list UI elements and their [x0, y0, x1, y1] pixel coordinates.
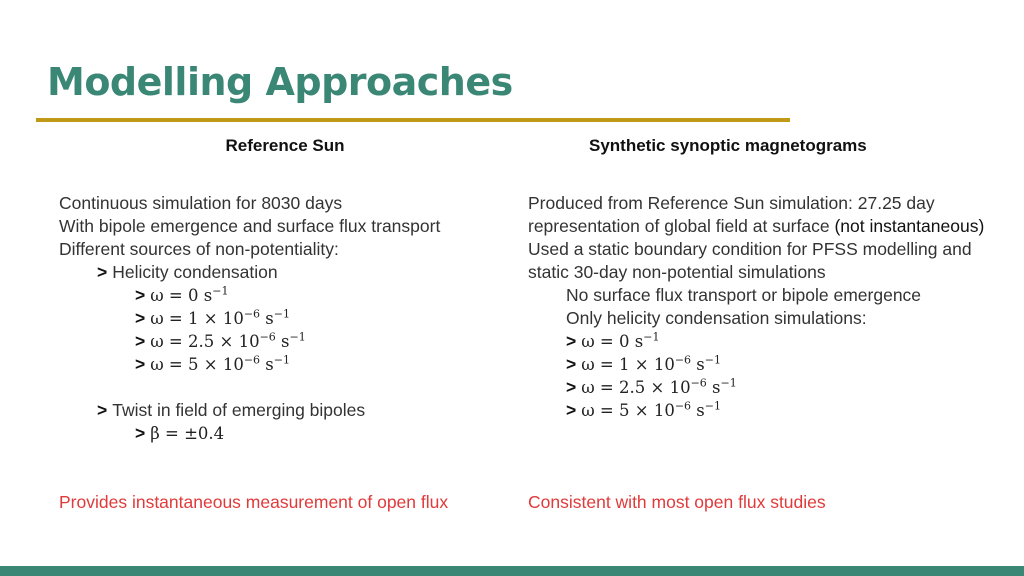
continuous-simulation-line: Continuous simulation for 8030 days [59, 193, 343, 213]
reference-sun-column [59, 136, 511, 514]
bullet-arrow: > [135, 423, 146, 443]
reference-sun-conclusion: Provides instantaneous measurement of open flux [59, 492, 449, 512]
bullet-arrow: > [566, 400, 577, 420]
beta-item [59, 422, 511, 445]
bullet-arrow: > [135, 308, 146, 328]
bullet-arrow: > [97, 262, 108, 282]
spacer [528, 445, 988, 468]
bullet-arrow: > [566, 377, 577, 397]
omega-item [528, 399, 988, 422]
omega-item [528, 376, 988, 399]
produced-from-paragraph: Produced from Reference Sun simulation: 27.25 day representation of global field at surface (not instantaneous) [528, 193, 985, 236]
omega-formula: $\omega = 2.5 \times 10^{-6}$ $s^{-1}$ [581, 376, 737, 397]
omega-item [59, 330, 511, 353]
bullet-arrow: > [135, 331, 146, 351]
spacer [59, 376, 511, 399]
slide-title: Modelling Approaches [47, 60, 513, 104]
omega-formula: ω = 0 $s^{-1}$ [581, 330, 660, 351]
omega-formula: ω = 0 $s^{-1}$ [150, 284, 229, 305]
bullet-arrow: > [135, 354, 146, 374]
omega-item [528, 353, 988, 376]
spacer [528, 422, 988, 445]
twist-item [59, 399, 511, 422]
omega-formula: $\omega = 5 \times 10^{-6}$ $s^{-1}$ [581, 399, 721, 420]
helicity-only-line: Only helicity condensation simulations: [566, 308, 867, 328]
omega-item [528, 330, 988, 353]
synthetic-conclusion: Consistent with most open flux studies [528, 492, 826, 512]
spacer [59, 445, 511, 468]
omega-formula: $\omega = 2.5 \times 10^{-6}$ $s^{-1}$ [150, 330, 306, 351]
omega-formula: $\omega = 1 \times 10^{-6}$ $s^{-1}$ [150, 307, 290, 328]
omega-item [59, 307, 511, 330]
not-instantaneous-note: (not instantaneous) [834, 216, 985, 236]
omega-item [59, 284, 511, 307]
omega-item [59, 353, 511, 376]
synthetic-magnetograms-column [528, 136, 988, 514]
beta-formula: β = ±0.4 [150, 424, 225, 443]
no-transport-line: No surface flux transport or bipole emergence [566, 285, 922, 305]
bullet-arrow: > [566, 331, 577, 351]
omega-formula: $\omega = 1 \times 10^{-6}$ $s^{-1}$ [581, 353, 721, 374]
bipole-emergence-line: With bipole emergence and surface flux transport [59, 216, 441, 236]
synthetic-magnetograms-body [528, 192, 988, 514]
non-potentiality-sources-line: Different sources of non-potentiality: [59, 239, 339, 259]
bullet-arrow: > [566, 354, 577, 374]
bottom-accent-bar [0, 566, 1024, 576]
spacer [528, 468, 988, 491]
spacer [59, 468, 511, 491]
synthetic-magnetograms-header: Synthetic synoptic magnetograms [589, 136, 867, 155]
helicity-condensation-label: Helicity condensation [112, 262, 278, 282]
reference-sun-body [59, 192, 511, 514]
twist-label: Twist in field of emerging bipoles [112, 400, 366, 420]
bullet-arrow: > [97, 400, 108, 420]
title-underline [36, 118, 790, 122]
helicity-condensation-item [59, 261, 511, 284]
bullet-arrow: > [135, 285, 146, 305]
static-boundary-paragraph: Used a static boundary condition for PFSS modelling and static 30-day non-potential simulations [528, 239, 972, 282]
reference-sun-header: Reference Sun [225, 136, 345, 155]
omega-formula: $\omega = 5 \times 10^{-6}$ $s^{-1}$ [150, 353, 290, 374]
